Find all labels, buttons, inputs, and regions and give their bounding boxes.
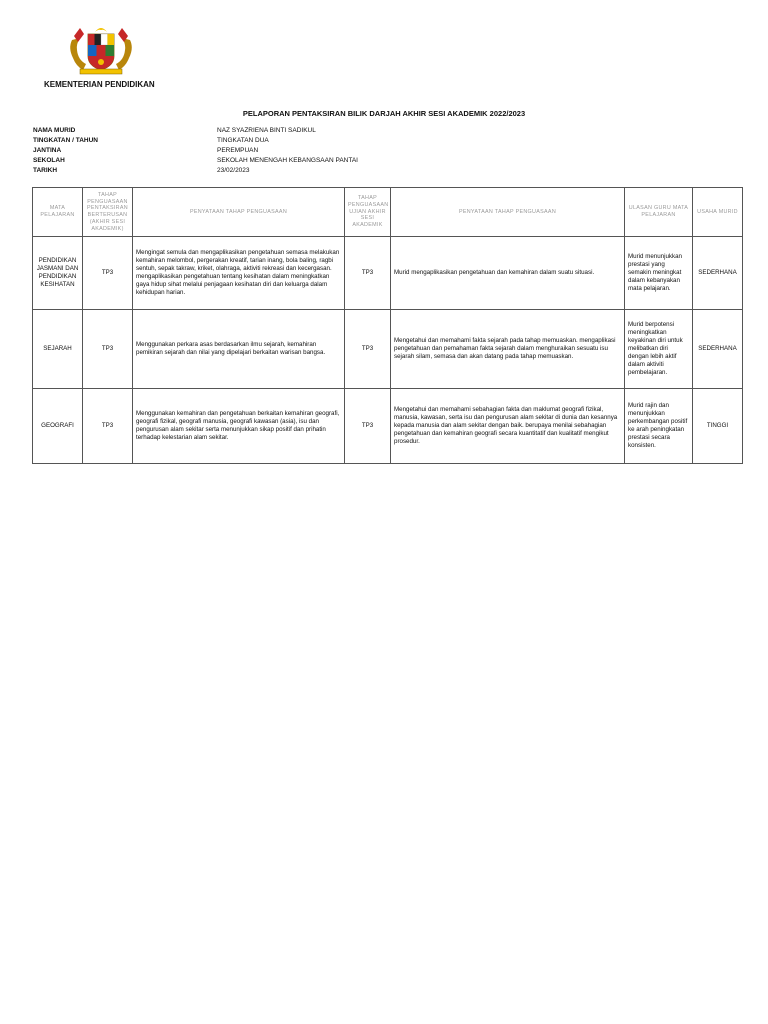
- table-header-row: [33, 188, 743, 237]
- coat-of-arms-logo: [66, 22, 136, 76]
- info-label: NAMA MURID: [33, 127, 76, 134]
- tp-exam-cell: TP3: [345, 389, 391, 464]
- subject-cell: PENDIDIKAN JASMANI DAN PENDIDIKAN KESIHATAN: [33, 237, 83, 310]
- info-row-class: [33, 136, 733, 146]
- effort-cell: SEDERHANA: [693, 237, 743, 310]
- report-title: PELAPORAN PENTAKSIRAN BILIK DARJAH AKHIR SESI AKADEMIK 2022/2023: [242, 109, 526, 118]
- teacher-comment-cell: Murid berpotensi meningkatkan keyakinan diri untuk melibatkan diri dengan lebih aktif dalam aktiviti pembelajaran.: [625, 310, 693, 389]
- info-value: SEKOLAH MENENGAH KEBANGSAAN PANTAI: [217, 157, 358, 164]
- statement-exam-cell: Mengetahui dan memahami fakta sejarah pada tahap memuaskan. mengaplikasi pengetahuan dan pemahaman fakta sejarah dalam menghuraikan sesuatu isu sejarah silam, semasa dan akan datang pada tahap memuaskan.: [391, 310, 625, 389]
- subject-cell: SEJARAH: [33, 310, 83, 389]
- info-value: 23/02/2023: [217, 167, 250, 174]
- info-row-gender: [33, 146, 733, 156]
- column-header: MATA PELAJARAN: [33, 188, 83, 237]
- teacher-comment-cell: Murid rajin dan menunjukkan perkembangan positif ke arah peningkatan prestasi secara konsisten.: [625, 389, 693, 464]
- effort-cell: TINGGI: [693, 389, 743, 464]
- column-header: TAHAP PENGUASAAN PENTAKSIRAN BERTERUSAN (AKHIR SESI AKADEMIK): [83, 188, 133, 237]
- info-label: SEKOLAH: [33, 157, 65, 164]
- tp-continuous-cell: TP3: [83, 389, 133, 464]
- info-label: TARIKH: [33, 167, 58, 174]
- subject-cell: GEOGRAFI: [33, 389, 83, 464]
- tp-exam-cell: TP3: [345, 310, 391, 389]
- info-value: PEREMPUAN: [217, 147, 259, 154]
- statement-exam-cell: Mengetahui dan memahami sebahagian fakta dan maklumat geografi fizikal, manusia, kawasan, serta isu dan pengurusan alam sekitar di dunia dan kesannya kepada manusia dan alam sekitar dengan baik. berupaya menilai sebahagian pengetahuan dan kemahiran geografi secara kuantitatif dan kualitatif mengikut prosedur.: [391, 389, 625, 464]
- teacher-comment-cell: Murid menunjukkan prestasi yang semakin meningkat dalam kebanyakan mata pelajaran.: [625, 237, 693, 310]
- column-header: PENYATAAN TAHAP PENGUASAAN: [391, 188, 625, 237]
- student-info: [33, 126, 733, 176]
- effort-cell: SEDERHANA: [693, 310, 743, 389]
- info-value: TINGKATAN DUA: [217, 137, 269, 144]
- info-row-date: [33, 166, 733, 176]
- info-label: TINGKATAN / TAHUN: [33, 137, 98, 144]
- ministry-name: KEMENTERIAN PENDIDIKAN: [44, 80, 155, 89]
- column-header: USAHA MURID: [693, 188, 743, 237]
- tp-exam-cell: TP3: [345, 237, 391, 310]
- table-row: [33, 237, 743, 310]
- tp-continuous-cell: TP3: [83, 237, 133, 310]
- statement-exam-cell: Murid mengaplikasikan pengetahuan dan kemahiran dalam suatu situasi.: [391, 237, 625, 310]
- statement-continuous-cell: Menggunakan perkara asas berdasarkan ilmu sejarah, kemahiran pemikiran sejarah dan nilai yang dipelajari berkaitan warisan bangsa.: [133, 310, 345, 389]
- table-row: [33, 310, 743, 389]
- column-header: TAHAP PENGUASAAN UJIAN AKHIR SESI AKADEMIK: [345, 188, 391, 237]
- table-row: [33, 389, 743, 464]
- statement-continuous-cell: Mengingat semula dan mengaplikasikan pengetahuan semasa melakukan kemahiran melombol, pergerakan kreatif, tarian inang, bola baling, ragbi sentuh, sepak takraw, kriket, olahraga, aktiviti rekreasi dan kecergasan. mengaplikasikan pengetahuan tentang kesihatan dalam meningkatkan gaya hidup sihat melalui penjagaan kesihatan diri dan keluarga dalam kehidupan harian.: [133, 237, 345, 310]
- results-table: [32, 187, 743, 464]
- info-value: NAZ SYAZRIENA BINTI SADIKUL: [217, 127, 316, 134]
- info-label: JANTINA: [33, 147, 62, 154]
- tp-continuous-cell: TP3: [83, 310, 133, 389]
- statement-continuous-cell: Menggunakan kemahiran dan pengetahuan berkaitan kemahiran geografi, geografi fizikal, geografi manusia, geografi kawasan (asia), isu dan pengurusan alam sekitar serta menunjukkan sikap positif dan prihatin terhadap kelestarian alam sekitar.: [133, 389, 345, 464]
- info-row-school: [33, 156, 733, 166]
- column-header: ULASAN GURU MATA PELAJARAN: [625, 188, 693, 237]
- info-row-name: [33, 126, 733, 136]
- column-header: PENYATAAN TAHAP PENGUASAAN: [133, 188, 345, 237]
